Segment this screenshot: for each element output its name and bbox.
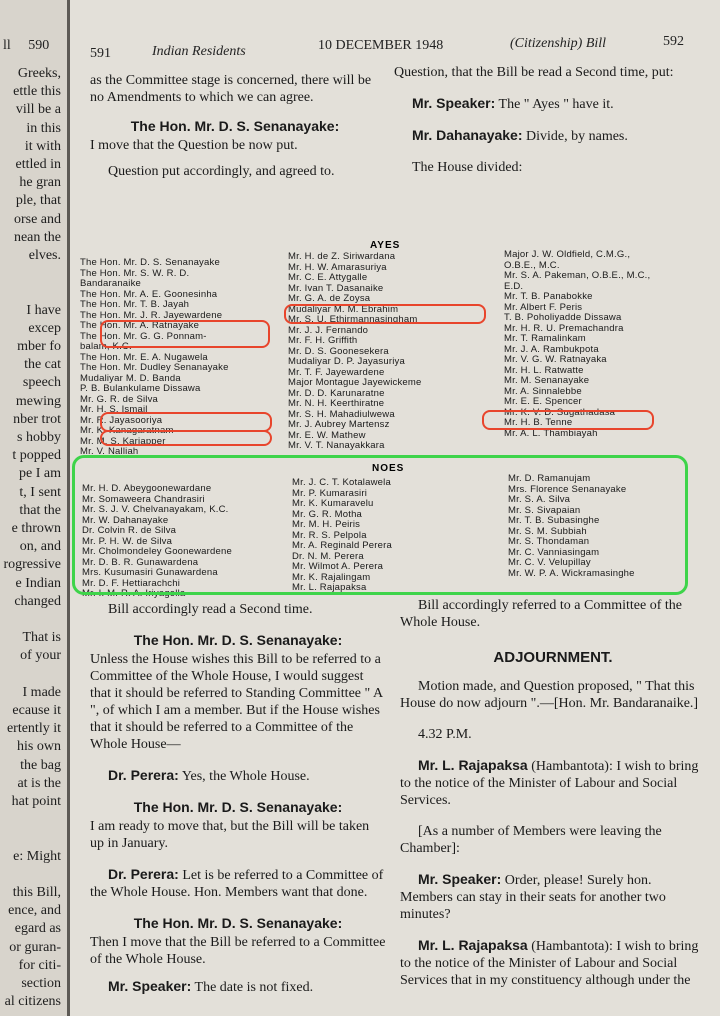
- paragraph: Then I move that the Bill be referred to a Committee of the Whole House.: [90, 935, 386, 967]
- member-name: Mr. A. Sinnalebbe: [504, 385, 582, 397]
- left-edge-line: ettle this: [13, 84, 61, 100]
- member-name: Mr. M. S. Kariapper: [80, 435, 166, 447]
- member-name: P. B. Bulankulame Dissawa: [80, 383, 201, 394]
- member-name: Mr. S. H. Mahadiulwewa: [288, 408, 395, 420]
- header-left-title: Indian Residents: [152, 44, 246, 59]
- member-name: Bandaranaike: [80, 278, 142, 289]
- left-column-bottom: Bill accordingly read a Second time. The Hon. Mr. D. S. Senanayake: Unless the House wishes this Bill to be referred to a Committee of the Whole House, I would suggest that it should be referred to Standing Committee " A ", of which I am a member. But if the House wishes that it should be referred to a Committee of the Whole House— Dr. Perera: Yes, the Whole House. The Hon. Mr. D. S. Senanayake: I am ready to move that, but the Bill will be taken up in January. Dr. Perera: Let is be referred to a Committee of the Whole House. Hon. Members want that done. The Hon. Mr. D. S. Senanayake: Then I move that the Bill be referred to a Committee of the Whole House. Mr. Speaker: The date is not fixed.: [90, 602, 386, 995]
- header-right-page: 592: [663, 34, 684, 49]
- header-date: 10 DECEMBER 1948: [318, 38, 444, 53]
- member-name: Mr. C. V. Velupillay: [508, 557, 591, 568]
- left-edge-line: nber trot: [13, 411, 61, 427]
- member-name: E.D.: [504, 280, 524, 292]
- member-name: T. B. Poholiyadde Dissawa: [504, 312, 622, 323]
- left-edge-line: nean the: [13, 229, 61, 245]
- speaker-name: Dr. Perera:: [108, 866, 179, 882]
- member-name: Mr. M. Senanayake: [504, 375, 590, 386]
- main-page: [76, 0, 716, 1016]
- speaker-name: Mr. L. Rajapaksa: [418, 937, 528, 953]
- header-right-title: (Citizenship) Bill: [510, 36, 607, 51]
- member-name: Mr. H. S. Ismail: [80, 404, 148, 415]
- left-edge-line: I have: [26, 302, 61, 318]
- left-edge-line: pe I am: [19, 466, 61, 482]
- left-edge-line: t popped: [12, 448, 61, 464]
- member-name: The Hon. Mr. G. G. Ponnam-: [80, 330, 207, 342]
- paragraph: The House divided:: [412, 160, 523, 175]
- member-name: Mrs. Florence Senanayake: [508, 483, 627, 495]
- member-name: Mr. Ivan T. Dasanaike: [288, 282, 384, 294]
- member-name: Mr. S. U. Ethirmannasingham: [288, 314, 418, 325]
- left-edge-line: vill be a: [15, 102, 61, 118]
- left-edge-line: changed: [14, 593, 61, 609]
- member-name: Mr. G. A. de Zoysa: [288, 293, 371, 304]
- left-edge-line: I made: [22, 684, 61, 700]
- member-name: Mr. R. S. Pelpola: [292, 529, 367, 541]
- member-name: The Hon. Mr. S. W. R. D.: [80, 267, 190, 279]
- left-edge-line: e Indian: [15, 575, 61, 591]
- member-name: Mrs. Kusumasiri Gunawardena: [82, 567, 218, 578]
- member-name: Mr. G. R. Motha: [292, 508, 363, 520]
- speaker-name: Mr. L. Rajapaksa: [418, 757, 528, 773]
- left-edge-line: elves.: [28, 248, 61, 263]
- member-name: O.B.E., M.C.: [504, 259, 560, 271]
- member-name: Mr. J. Aubrey Martensz: [288, 419, 390, 430]
- speaker-name: Mr. Dahanayake:: [412, 127, 523, 143]
- member-name: Dr. Colvin R. de Silva: [82, 525, 177, 536]
- member-name: The Hon. Mr. A. E. Goonesinha: [80, 288, 218, 300]
- member-name: Mr. M. H. Peiris: [292, 519, 361, 530]
- member-name: The Hon. Mr. Dudley Senanayake: [80, 362, 229, 373]
- member-name: Mr. K. Kumaravelu: [292, 498, 374, 509]
- member-name: Mr. T. B. Panabokke: [504, 291, 593, 302]
- member-name: Mr. S. J. V. Chelvanayakam, K.C.: [82, 504, 229, 515]
- left-edge-line: ple, that: [15, 193, 61, 209]
- member-name: Mr. L. Rajapaksa: [292, 582, 367, 593]
- highlight-kanagaratnam: [100, 412, 272, 432]
- member-name: The Hon. Mr. A. Ratnayake: [80, 320, 200, 331]
- member-name: Mr. K. Rajalingam: [292, 571, 371, 583]
- member-name: Mr. C. E. Attygalle: [288, 272, 368, 283]
- member-name: Mr. C. Vanniasingam: [508, 546, 600, 558]
- member-name: Mr. Albert F. Peris: [504, 301, 583, 313]
- speaker-name: Mr. Speaker:: [108, 978, 192, 994]
- paragraph: I am ready to move that, but the Bill will be taken up in January.: [90, 819, 370, 851]
- member-name: Mr. S. M. Subbiah: [508, 525, 587, 537]
- left-edge-line: it with: [24, 138, 61, 154]
- member-name: balam, K.C.: [80, 341, 132, 352]
- highlight-thambiayah: [482, 406, 654, 430]
- member-name: The Hon. Mr. D. S. Senanayake: [80, 257, 220, 268]
- member-name: Mudaliyar D. P. Jayasuriya: [288, 356, 405, 367]
- left-edge-line: excep: [28, 320, 61, 336]
- member-name: Mr. W. P. A. Wickramasinghe: [508, 567, 635, 579]
- member-name: Mr. Wilmot A. Perera: [292, 561, 384, 572]
- left-edge-line: for citi-: [18, 957, 61, 973]
- member-name: Mr. D. D. Karunaratne: [288, 387, 385, 399]
- left-edge-line: this Bill,: [12, 885, 61, 900]
- left-edge-line: he gran: [19, 175, 61, 191]
- left-edge-line: the bag: [20, 757, 61, 773]
- member-name: Mr. K. Kanagaratnam: [80, 425, 174, 436]
- member-name: Mr. Somaweera Chandrasiri: [82, 493, 205, 505]
- left-edge-line: mber fo: [17, 339, 61, 354]
- member-name: Mr. G. R. de Silva: [80, 393, 159, 405]
- left-edge-line: at is the: [17, 775, 61, 791]
- ayes-title: AYES: [370, 240, 401, 251]
- header-left-page: 591: [90, 46, 111, 61]
- running-header: [86, 34, 684, 61]
- member-name: Mr. V. Nalliah: [80, 446, 139, 457]
- member-name: Mr. D. S. Goonesekera: [288, 345, 389, 357]
- left-edge-line: of your: [20, 648, 61, 664]
- member-name: Mr. K. V. D. Sugathadasa: [504, 406, 616, 418]
- speaker-name: Dr. Perera:: [108, 767, 179, 783]
- left-column-top: [90, 72, 380, 189]
- speaker-name: The Hon. Mr. D. S. Senanayake:: [133, 632, 343, 648]
- member-name: Mr. J. A. Rambukpota: [504, 343, 599, 355]
- member-name: Mr. S. Sivapaian: [508, 504, 581, 516]
- member-name: Mr. J. J. Fernando: [288, 324, 369, 336]
- member-name: Mr. T. F. Jayewardene: [288, 366, 385, 378]
- left-edge-line: the cat: [24, 357, 61, 373]
- left-edge-line: mewing: [15, 393, 61, 409]
- speaker-name: Mr. Speaker:: [412, 95, 496, 111]
- left-edge-line: e thrown: [11, 521, 61, 536]
- ayes-list-col2: [288, 252, 422, 452]
- speaker-name: The Hon. Mr. D. S. Senanayake:: [130, 118, 340, 134]
- member-name: Major J. W. Oldfield, C.M.G.,: [504, 249, 631, 260]
- left-edge-line: That is: [22, 630, 61, 646]
- left-edge-line: ettled in: [15, 157, 61, 172]
- highlight-ethirmannasingham: [284, 304, 486, 324]
- paragraph: Bill accordingly read a Second time.: [108, 602, 313, 617]
- paragraph: Question, that the Bill be read a Second time, put:: [394, 65, 674, 80]
- member-name: Dr. N. M. Perera: [292, 550, 364, 562]
- paragraph: I move that the Question be now put.: [90, 138, 298, 153]
- left-edge-line: s hobby: [17, 430, 61, 445]
- member-name: Mr. D. F. Hettiarachchi: [82, 577, 181, 589]
- left-edge-line: hat point: [11, 794, 61, 809]
- member-name: Mr. R. Jayasooriya: [80, 414, 163, 426]
- left-edge-line: that the: [19, 502, 61, 518]
- member-name: Mr. S. A. Silva: [508, 494, 571, 505]
- paragraph: Question put accordingly, and agreed to.: [108, 164, 335, 179]
- left-edge-line: ertently it: [6, 721, 61, 737]
- member-name: Mr. A. Reginald Perera: [292, 540, 392, 551]
- member-name: Mr. V. G. W. Ratnayaka: [504, 354, 607, 365]
- member-name: Mr. N. H. Keerthiratne: [288, 398, 385, 409]
- speaker-name: The Hon. Mr. D. S. Senanayake:: [133, 915, 343, 931]
- left-page-edge: [0, 0, 70, 1016]
- member-name: Mr. Cholmondeley Goonewardene: [82, 546, 232, 557]
- left-edge-line: on, and: [19, 539, 61, 555]
- left-edge-line: e: Might: [13, 848, 61, 864]
- paragraph: Motion made, and Question proposed, " That this House do now adjourn ".—[Hon. Mr. Bandaranaike.]: [400, 679, 699, 711]
- member-name: Mr. D. Ramanujam: [508, 473, 591, 484]
- member-name: Mr. T. B. Subasinghe: [508, 515, 600, 526]
- paragraph: [As a number of Members were leaving the Chamber]:: [400, 824, 662, 856]
- left-edge-line: speech: [22, 375, 61, 391]
- member-name: Mr. T. Ramalinkam: [504, 333, 586, 344]
- member-name: Mr. I. M. R. A. Iriyagolla: [82, 588, 186, 599]
- left-edge-line: egard as: [14, 921, 61, 937]
- left-edge-line: Greeks,: [17, 66, 61, 81]
- highlight-nalliah: [100, 430, 272, 446]
- paragraph: Unless the House wishes this Bill to be referred to a Committee of the Whole House, I would suggest that it should be referred to Standing Committee " A ", of which I am a member. But if the House wishes that it should be referred to a Committee of the Whole House—: [90, 652, 383, 752]
- member-name: Mr. P. H. W. de Silva: [82, 535, 173, 547]
- member-name: Mr. W. Dahanayake: [82, 514, 169, 526]
- noes-title: NOES: [372, 463, 405, 474]
- member-name: Mr. H. B. Tenne: [504, 417, 573, 428]
- member-name: Mudaliyar M. D. Banda: [80, 372, 181, 384]
- member-name: Mr. V. T. Nanayakkara: [288, 440, 385, 451]
- member-name: Mr. F. H. Griffith: [288, 335, 358, 346]
- speaker-name: The Hon. Mr. D. S. Senanayake:: [133, 799, 343, 815]
- member-name: Mr. E. W. Mathew: [288, 429, 366, 441]
- member-name: Mr. H. de Z. Siriwardana: [288, 251, 396, 262]
- left-edge-line: al citizens: [4, 994, 61, 1010]
- member-name: Mr. H. D. Abeygoonewardane: [82, 483, 212, 494]
- left-edge-line: or guran-: [9, 939, 61, 955]
- paragraph: Bill accordingly referred to a Committee of the Whole House.: [400, 598, 682, 630]
- left-edge-page-number: ll 590: [3, 38, 50, 53]
- member-name: Major Montague Jayewickeme: [288, 377, 422, 388]
- member-name: Mr. P. Kumarasiri: [292, 487, 368, 499]
- member-name: The Hon. Mr. J. R. Jayewardene: [80, 309, 223, 321]
- speaker-name: Mr. Speaker:: [418, 871, 502, 887]
- member-name: Mr. S. A. Pakeman, O.B.E., M.C.,: [504, 270, 651, 281]
- member-name: Mr. J. C. T. Kotalawela: [292, 477, 391, 488]
- highlight-noes-block: [72, 455, 688, 595]
- left-edge-line: t, I sent: [19, 484, 61, 500]
- left-edge-line: section: [21, 976, 61, 991]
- left-edge-line: rogressive: [3, 557, 61, 573]
- right-column-bottom: Bill accordingly referred to a Committee of the Whole House. ADJOURNMENT. Motion made, and Question proposed, " That this House do now adjourn ".—[Hon. Mr. Bandaranaike.] 4.32 P.M. Mr. L. Rajapaksa (Hambantota): I wish to bring to the notice of the Minister of Labour and Social Services. [As a number of Members were leaving the Chamber]: Mr. Speaker: Order, please! Surely hon. Members can stay in their seats for another two minutes? Mr. L. Rajapaksa (Hambantota): I wish to bring to the notice of the Minister of Labour and Social Services that in my constituency although under the: [400, 597, 706, 998]
- member-name: Mr. D. B. R. Gunawardena: [82, 556, 199, 568]
- left-edge-line: his own: [17, 739, 61, 755]
- left-edge-line: ence, and: [8, 903, 61, 919]
- member-name: Mr. S. Thondaman: [508, 536, 590, 547]
- section-heading: ADJOURNMENT.: [493, 649, 613, 666]
- highlight-ponnambalam: [100, 320, 270, 348]
- left-edge-line: in this: [26, 120, 61, 136]
- member-name: The Hon. Mr. T. B. Jayah: [80, 299, 190, 310]
- member-name: Mr. A. L. Thambiayah: [504, 427, 598, 439]
- member-name: Mr. E. E. Spencer: [504, 396, 582, 407]
- member-name: Mr. H. L. Ratwatte: [504, 364, 584, 376]
- member-name: Mr. H. R. U. Premachandra: [504, 322, 624, 334]
- member-name: The Hon. Mr. E. A. Nugawela: [80, 351, 208, 363]
- left-edge-line: ecause it: [12, 703, 61, 718]
- left-edge-line: orse and: [13, 211, 61, 227]
- paragraph: as the Committee stage is concerned, there will be no Amendments to which we can agree.: [90, 73, 372, 105]
- member-name: Mr. H. W. Amarasuriya: [288, 261, 387, 273]
- right-column-top: Question, that the Bill be read a Second time, put: Mr. Speaker: The " Ayes " have it. Mr. Dahanayake: Divide, by names. The House divided:: [394, 64, 686, 185]
- time-stamp: 4.32 P.M.: [418, 727, 472, 742]
- member-name: Mudaliyar M. M. Ebrahim: [288, 303, 399, 315]
